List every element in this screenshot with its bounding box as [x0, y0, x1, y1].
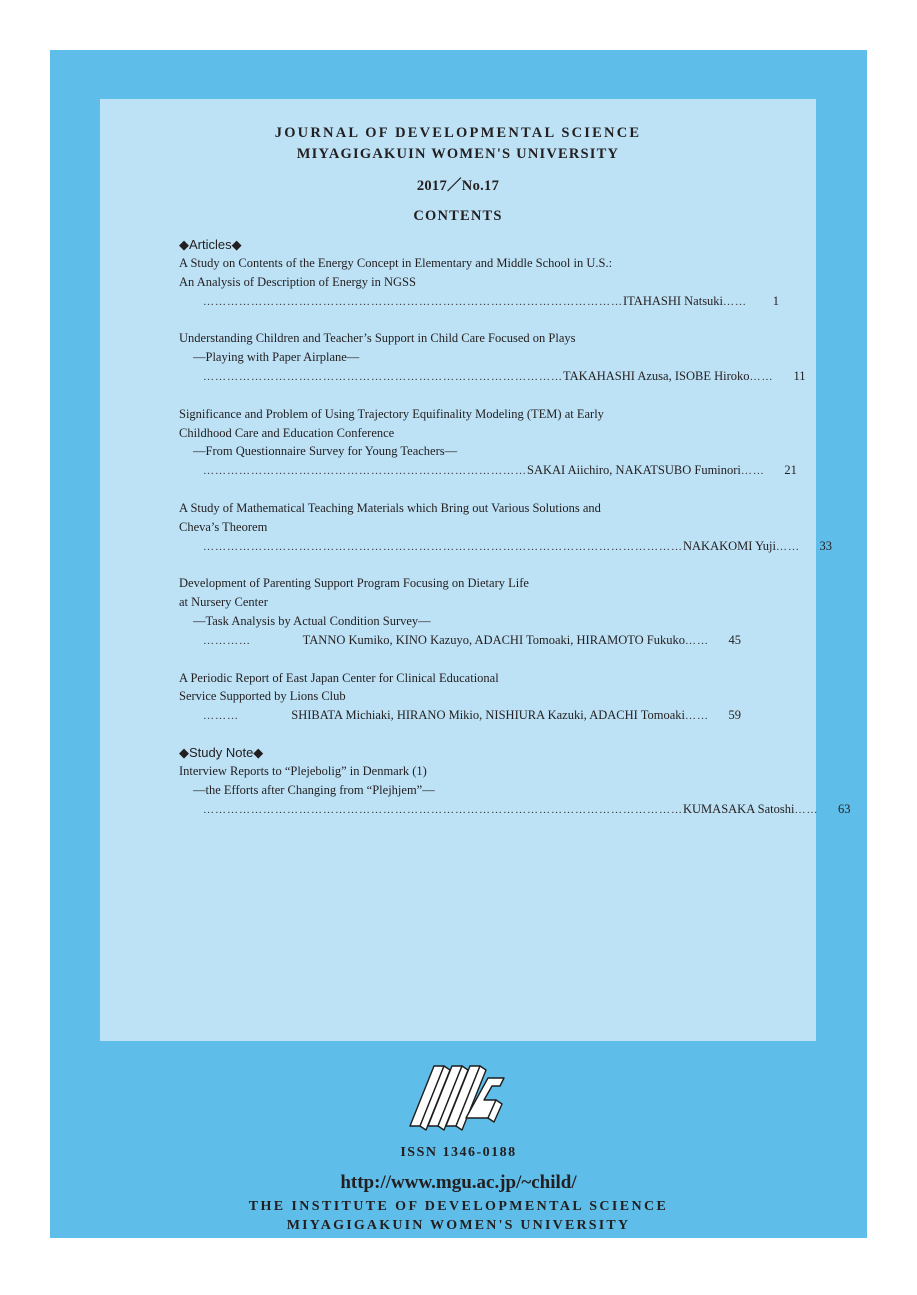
entry-authors: SAKAI Aiichiro, NAKATSUBO Fuminori: [527, 463, 741, 478]
entry-title-line: Cheva’s Theorem: [179, 519, 268, 534]
entry-page-number: 21: [784, 463, 797, 478]
entry-authors: TAKAHASHI Azusa, ISOBE Hiroko: [563, 368, 750, 383]
dot-trail: ……: [794, 803, 819, 816]
entry-author-row: [179, 631, 741, 651]
entry-title-line: A Study on Contents of the Energy Concept in Elementary and Middle School in U.S.:: [179, 256, 613, 270]
dot-leader: ………: [203, 710, 239, 723]
dot-leader: …………………………………………………………………………………………………………: [203, 803, 683, 816]
entry-authors: KUMASAKA Satoshi: [683, 801, 795, 816]
dot-trail: ……: [685, 710, 709, 723]
entry-title-line: A Periodic Report of East Japan Center for Clinical Educational: [179, 670, 499, 685]
entry-subtitle-line: —Playing with Paper Airplane—: [193, 350, 360, 365]
articles-list: [179, 254, 832, 726]
issue-number: 2017／No.17: [416, 178, 500, 194]
contents-panel: [100, 99, 851, 1041]
entry-page-number: 59: [728, 708, 741, 723]
entry-authors: NAKAKOMI Yuji: [683, 538, 776, 553]
entry-author-row: [179, 706, 741, 726]
articles-heading: ◆Articles◆: [179, 237, 242, 252]
toc-entry: [179, 574, 741, 650]
entry-authors: SHIBATA Michiaki, HIRANO Mikio, NISHIURA Kazuki, ADACHI Tomoaki: [291, 708, 685, 723]
toc-entry: [179, 405, 797, 481]
entry-subtitle-line: —the Efforts after Changing from “Plejhjem”—: [193, 782, 435, 797]
entry-author-row: [179, 537, 832, 557]
entry-title-line: Childhood Care and Education Conference: [179, 425, 395, 440]
dot-leader: …………………………………………………………………………………………………………: [203, 540, 683, 553]
contents-title: CONTENTS: [413, 208, 503, 224]
entry-authors: ITAHASHI Natsuki: [623, 293, 724, 308]
issn-number: ISSN 1346-0188: [400, 1145, 517, 1160]
entry-page-number: 63: [837, 801, 851, 816]
entry-title-line: An Analysis of Description of Energy in NGSS: [179, 274, 416, 289]
journal-university: MIYAGIGAKUIN WOMEN'S UNIVERSITY: [296, 146, 620, 162]
entry-authors: TANNO Kumiko, KINO Kazuyo, ADACHI Tomoaki, HIRAMOTO Fukuko: [302, 632, 685, 647]
website-url[interactable]: http://www.mgu.ac.jp/~child/: [340, 1172, 577, 1193]
study-note-heading: ◆Study Note◆: [179, 744, 264, 760]
journal-title: JOURNAL OF DEVELOPMENTAL SCIENCE: [274, 125, 642, 141]
entry-page-number: 45: [728, 632, 741, 647]
entry-title-line: Significance and Problem of Using Trajectory Equifinality Modeling (TEM) at Early: [179, 406, 604, 421]
dot-trail: ……: [723, 295, 748, 308]
toc-entry: [179, 499, 832, 556]
dot-trail: ……: [775, 540, 800, 553]
toc-entry: [179, 762, 851, 819]
entry-page-number: 33: [819, 538, 832, 553]
toc-entry: [179, 669, 741, 726]
entry-page-number: 11: [793, 368, 806, 383]
dot-leader: ………………………………………………………………………………: [203, 370, 563, 383]
entry-author-row: [179, 367, 806, 387]
entry-title-line: Interview Reports to “Plejebolig” in Denmark (1): [179, 763, 427, 778]
dot-trail: ……: [749, 370, 774, 383]
entry-subtitle-line: —Task Analysis by Actual Condition Survey—: [193, 613, 431, 628]
study-notes-list: [179, 762, 851, 819]
entry-author-row: [179, 800, 851, 820]
dot-leader: ………………………………………………………………………: [203, 465, 527, 478]
journal-cover: [50, 50, 867, 1238]
entry-title-line: Service Supported by Lions Club: [179, 689, 346, 704]
dot-trail: ……: [685, 634, 709, 647]
mgu-logo-icon: [404, 1060, 514, 1132]
journal-header: [100, 123, 816, 226]
entry-title-line: at Nursery Center: [179, 595, 268, 610]
entry-subtitle-line: —From Questionnaire Survey for Young Teachers—: [193, 444, 458, 459]
toc-entry: [179, 329, 806, 386]
institute-university: MIYAGIGAKUIN WOMEN'S UNIVERSITY: [286, 1218, 631, 1233]
entry-page-number: 1: [772, 293, 780, 308]
entry-author-row: [179, 292, 780, 312]
cover-footer: [50, 1060, 867, 1235]
entry-title-line: A Study of Mathematical Teaching Materials which Bring out Various Solutions and: [179, 500, 601, 515]
table-of-contents: [179, 236, 851, 837]
dot-leader: …………: [203, 634, 251, 647]
dot-leader: ……………………………………………………………………………………………: [203, 295, 623, 308]
entry-title-line: Development of Parenting Support Program Focusing on Dietary Life: [179, 576, 529, 591]
entry-author-row: [179, 461, 797, 481]
toc-entry: [179, 254, 780, 311]
dot-trail: ……: [740, 465, 765, 478]
institute-name: THE INSTITUTE OF DEVELOPMENTAL SCIENCE: [248, 1199, 669, 1214]
entry-title-line: Understanding Children and Teacher’s Support in Child Care Focused on Plays: [179, 331, 576, 346]
